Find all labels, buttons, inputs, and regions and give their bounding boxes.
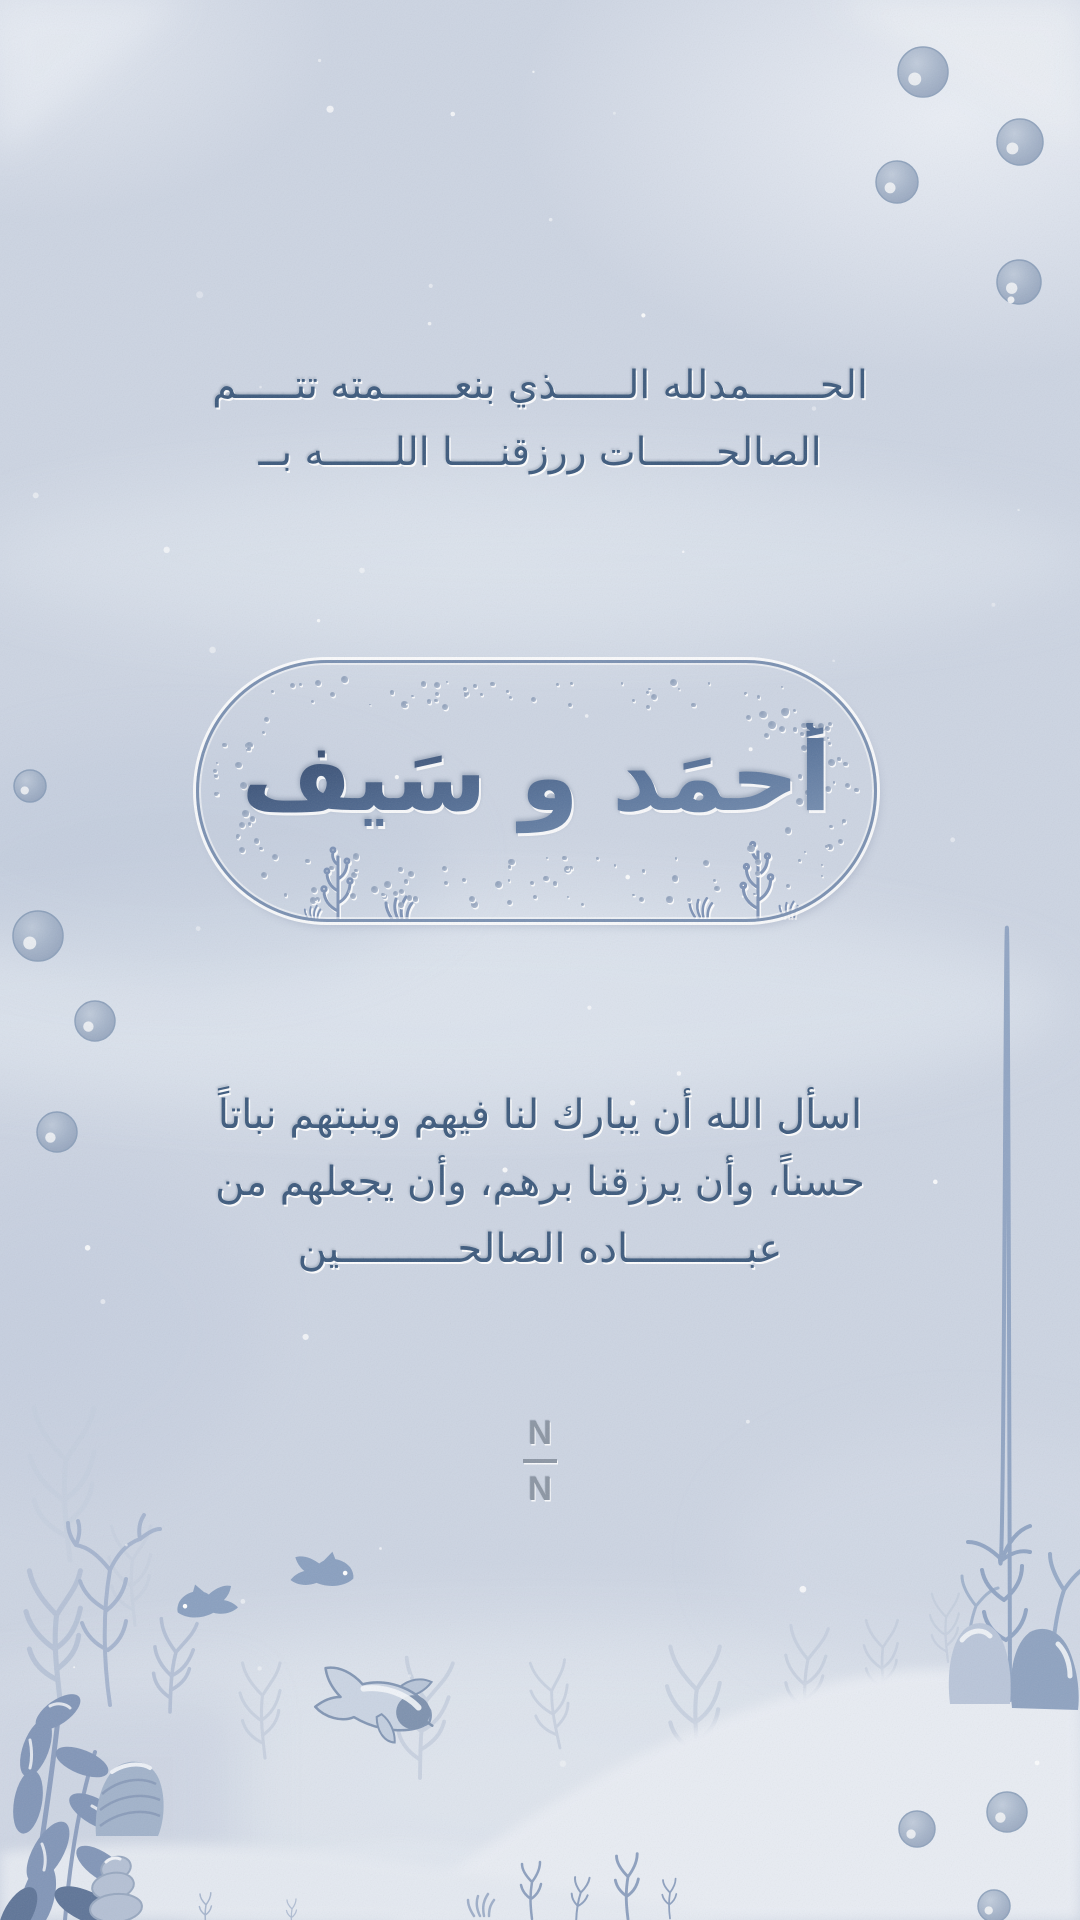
header-dua <box>0 352 1080 486</box>
header-line-2: الصالحــــــات ررزقنــــا اللــــــه بــ <box>258 430 822 475</box>
logo-letter-top: N <box>528 1414 552 1451</box>
fish-icon <box>171 1574 238 1628</box>
name-capsule <box>196 660 877 922</box>
dua-line-2: حسناً، وأن يرزقنا برهم، وأن يجعلهم من <box>215 1159 865 1205</box>
fish-icon <box>290 1544 358 1595</box>
header-line-1: الحــــــمدلله الــــــذي بنعــــــمته تتـــــم <box>212 363 868 408</box>
baby-names: أحمَد و سَيف <box>241 723 831 859</box>
logo-letter-bottom: N <box>528 1470 552 1507</box>
designer-logo <box>0 1416 1080 1506</box>
dua-line-3: عبــــــــــاده الصالحــــــــــين <box>297 1226 783 1272</box>
logo-divider <box>523 1459 557 1463</box>
dua-paragraph <box>0 1082 1080 1283</box>
dua-line-1: اسأل الله أن يبارك لنا فيهم وينبتهم نباتاً <box>217 1092 863 1138</box>
